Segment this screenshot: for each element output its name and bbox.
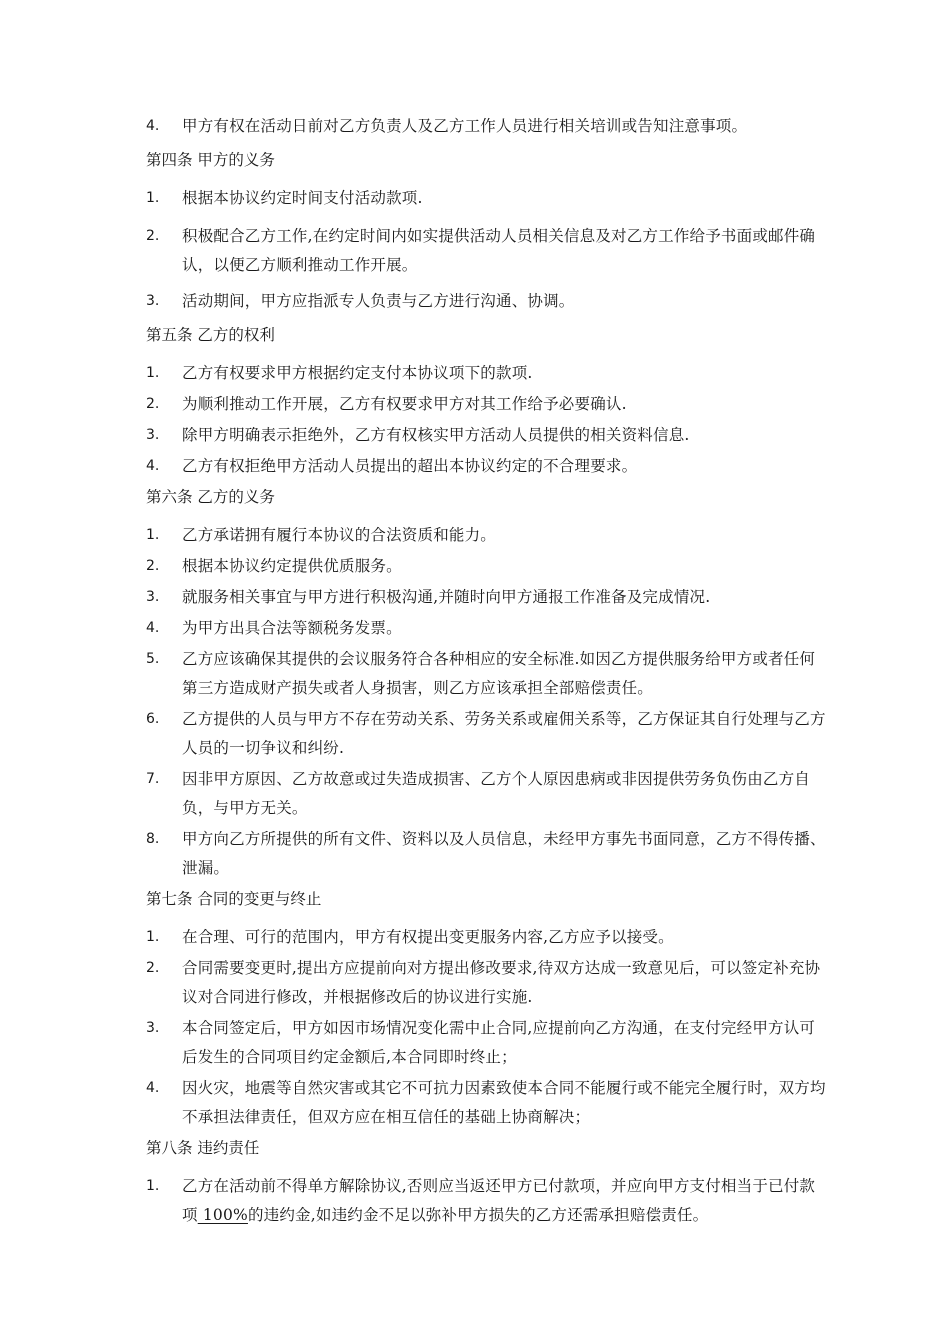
- contract-body: [146, 112, 826, 1230]
- item-text-wrapper: [182, 1172, 826, 1230]
- item-text: 根据本协议约定提供优质服务。: [182, 557, 402, 575]
- item-text: 乙方提供的人员与甲方不存在劳动关系、劳务关系或雇佣关系等，乙方保证其自行处理与乙方人员的一切争议和纠纷.: [182, 710, 826, 757]
- list-item: [146, 923, 826, 952]
- item-text: 乙方承诺拥有履行本协议的合法资质和能力。: [182, 526, 497, 544]
- item-text: 积极配合乙方工作,在约定时间内如实提供活动人员相关信息及对乙方工作给予书面或邮件确认，以便乙方顺利推动工作开展。: [182, 227, 816, 274]
- list-item: [146, 1014, 826, 1072]
- item-number: 8.: [146, 831, 160, 847]
- item-number: 1.: [146, 929, 160, 945]
- item-text: 为甲方出具合法等额税务发票。: [182, 619, 402, 637]
- list-item: [146, 359, 826, 388]
- item-text: 乙方在活动前不得单方解除协议,否则应当返还甲方已付款项，并应向甲方支付相当于已付款项: [182, 1177, 816, 1224]
- section-heading-article-5: 第五条 乙方的权利: [146, 326, 275, 344]
- item-number: 5.: [146, 651, 160, 667]
- item-text: 合同需要变更时,提出方应提前向对方提出修改要求,待双方达成一致意见后，可以签定补充协议对合同进行修改，并根据修改后的协议进行实施.: [182, 959, 821, 1006]
- item-number: 1.: [146, 1178, 160, 1194]
- list-item: [146, 452, 826, 481]
- item-text: 乙方有权要求甲方根据约定支付本协议项下的款项.: [182, 364, 533, 382]
- item-text: 在合理、可行的范围内，甲方有权提出变更服务内容,乙方应予以接受。: [182, 928, 674, 946]
- item-text: 活动期间，甲方应指派专人负责与乙方进行沟通、协调。: [182, 292, 575, 310]
- item-text: 除甲方明确表示拒绝外，乙方有权核实甲方活动人员提供的相关资料信息.: [182, 426, 690, 444]
- item-number: 2.: [146, 558, 160, 574]
- list-item: [146, 390, 826, 419]
- item-number: 3.: [146, 1020, 160, 1036]
- list-item: [146, 184, 826, 213]
- list-item: [146, 287, 826, 316]
- item-text: 就服务相关事宜与甲方进行积极沟通,并随时向甲方通报工作准备及完成情况.: [182, 588, 711, 606]
- item-number: 4.: [146, 1080, 160, 1096]
- list-item: [146, 1172, 826, 1230]
- section-heading-article-8: 第八条 违约责任: [146, 1139, 260, 1157]
- underlined-percentage: 100%: [197, 1206, 248, 1224]
- item-text: 本合同签定后，甲方如因市场情况变化需中止合同,应提前向乙方沟通，在支付完经甲方认可后发生的合同项目约定金额后,本合同即时终止；: [182, 1019, 816, 1066]
- list-item: [146, 552, 826, 581]
- item-number: 4.: [146, 620, 160, 636]
- list-item: [146, 705, 826, 763]
- section-heading-article-6: 第六条 乙方的义务: [146, 488, 275, 506]
- list-item: [146, 112, 826, 141]
- item-number: 3.: [146, 427, 160, 443]
- list-item: [146, 765, 826, 823]
- item-number: 1.: [146, 527, 160, 543]
- item-number: 2.: [146, 228, 160, 244]
- item-number: 6.: [146, 711, 160, 727]
- list-item: [146, 222, 826, 280]
- item-number: 2.: [146, 396, 160, 412]
- list-item: [146, 645, 826, 703]
- item-text-continued: 的违约金,如违约金不足以弥补甲方损失的乙方还需承担赔偿责任。: [247, 1206, 709, 1224]
- item-text: 甲方向乙方所提供的所有文件、资料以及人员信息，未经甲方事先书面同意，乙方不得传播、泄漏。: [182, 830, 826, 877]
- item-number: 4.: [146, 458, 160, 474]
- list-item: [146, 1074, 826, 1132]
- item-number: 4.: [146, 118, 160, 134]
- item-text: 根据本协议约定时间支付活动款项.: [182, 189, 423, 207]
- list-item: [146, 825, 826, 883]
- item-text: 乙方有权拒绝甲方活动人员提出的超出本协议约定的不合理要求。: [182, 457, 638, 475]
- list-item: [146, 521, 826, 550]
- item-text: 乙方应该确保其提供的会议服务符合各种相应的安全标准.如因乙方提供服务给甲方或者任何第三方造成财产损失或者人身损害，则乙方应该承担全部赔偿责任。: [182, 650, 816, 697]
- item-number: 3.: [146, 589, 160, 605]
- item-number: 1.: [146, 365, 160, 381]
- list-item: [146, 583, 826, 612]
- list-item: [146, 954, 826, 1012]
- item-text: 为顺利推动工作开展，乙方有权要求甲方对其工作给予必要确认.: [182, 395, 627, 413]
- item-text: 因非甲方原因、乙方故意或过失造成损害、乙方个人原因患病或非因提供劳务负伤由乙方自负，与甲方无关。: [182, 770, 811, 817]
- section-heading-article-4: 第四条 甲方的义务: [146, 151, 275, 169]
- item-number: 2.: [146, 960, 160, 976]
- item-number: 3.: [146, 293, 160, 309]
- section-heading-article-7: 第七条 合同的变更与终止: [146, 890, 322, 908]
- item-number: 1.: [146, 190, 160, 206]
- list-item: [146, 614, 826, 643]
- item-number: 7.: [146, 771, 160, 787]
- list-item: [146, 421, 826, 450]
- item-text: 甲方有权在活动日前对乙方负责人及乙方工作人员进行相关培训或告知注意事项。: [182, 117, 748, 135]
- item-text: 因火灾，地震等自然灾害或其它不可抗力因素致使本合同不能履行或不能完全履行时，双方均不承担法律责任，但双方应在相互信任的基础上协商解决；: [182, 1079, 826, 1126]
